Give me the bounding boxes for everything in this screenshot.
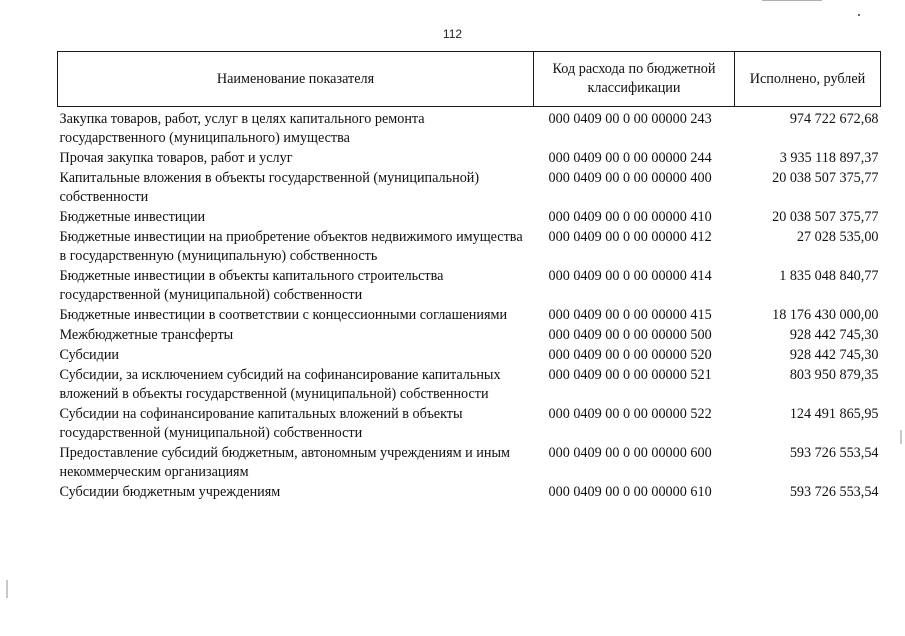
expense-code-cell: 000 0409 00 0 00 00000 243 [548,111,712,127]
table-row [58,326,881,346]
table-row [58,366,881,405]
indicator-name-cell: Закупка товаров, работ, услуг в целях капитального ремонта государственного (муниципального) имущества [59,111,425,146]
executed-amount-cell: 593 726 553,54 [789,445,879,461]
indicator-name-cell: Субсидии [59,347,120,363]
table-header [58,52,881,107]
executed-amount-cell: 124 491 865,95 [789,406,879,422]
scan-artifact [6,580,8,598]
expense-code-cell: 000 0409 00 0 00 00000 414 [548,268,712,284]
expense-code-cell: 000 0409 00 0 00 00000 520 [548,347,712,363]
indicator-name-cell: Бюджетные инвестиции на приобретение объектов недвижимого имущества в государственную (муниципальную) собственность [59,229,523,264]
scan-artifact [762,0,822,1]
table-header-row [58,52,881,107]
table-row [58,444,881,483]
indicator-name-cell: Межбюджетные трансферты [59,327,234,343]
expense-code-cell: 000 0409 00 0 00 00000 500 [548,327,712,343]
expense-code-cell: 000 0409 00 0 00 00000 244 [548,150,712,166]
table-row [58,483,881,503]
scan-artifact [858,14,860,16]
indicator-name-cell: Субсидии на софинансирование капитальных вложений в объекты государственной (муниципальной) собственности [59,406,463,441]
executed-amount-cell: 20 038 507 375,77 [772,170,879,186]
budget-execution-table [57,51,881,503]
indicator-name-cell: Предоставление субсидий бюджетным, автономным учреждениям и иным некоммерческим организациям [59,445,510,480]
expense-code-cell: 000 0409 00 0 00 00000 610 [548,484,712,500]
table-row [58,346,881,366]
table-row [58,208,881,228]
executed-amount-cell: 1 835 048 840,77 [779,268,879,284]
expense-code-cell: 000 0409 00 0 00 00000 522 [548,406,712,422]
executed-amount-cell: 18 176 430 000,00 [772,307,879,323]
page-number: 112 [442,27,463,41]
expense-code-cell: 000 0409 00 0 00 00000 410 [548,209,712,225]
executed-amount-cell: 27 028 535,00 [796,229,879,245]
table-row [58,405,881,444]
table-row [58,149,881,169]
executed-amount-cell: 803 950 879,35 [789,367,879,383]
indicator-name-cell: Субсидии, за исключением субсидий на софинансирование капитальных вложений в объекты государственной (муниципальной) собственности [59,367,501,402]
table-body [58,107,881,504]
indicator-name-cell: Капитальные вложения в объекты государственной (муниципальной) собственности [59,170,480,205]
header-expense-code: Код расхода по бюджетной классификации [534,52,735,107]
expense-code-cell: 000 0409 00 0 00 00000 400 [548,170,712,186]
executed-amount-cell: 20 038 507 375,77 [772,209,879,225]
table-row [58,306,881,326]
indicator-name-cell: Субсидии бюджетным учреждениям [59,484,281,500]
indicator-name-cell: Прочая закупка товаров, работ и услуг [59,150,293,166]
indicator-name-cell: Бюджетные инвестиции [59,209,206,225]
header-indicator-name: Наименование показателя [58,52,534,107]
table-row [58,228,881,267]
indicator-name-cell: Бюджетные инвестиции в объекты капитального строительства государственной (муниципальной) собственности [59,268,444,303]
executed-amount-cell: 593 726 553,54 [789,484,879,500]
indicator-name-cell: Бюджетные инвестиции в соответствии с концессионными соглашениями [59,307,508,323]
table-row [58,169,881,208]
executed-amount-cell: 974 722 672,68 [789,111,879,127]
expense-code-cell: 000 0409 00 0 00 00000 521 [548,367,712,383]
header-executed-amount: Исполнено, рублей [735,52,881,107]
expense-code-cell: 000 0409 00 0 00 00000 412 [548,229,712,245]
executed-amount-cell: 928 442 745,30 [789,327,879,343]
table-row [58,107,881,150]
expense-code-cell: 000 0409 00 0 00 00000 600 [548,445,712,461]
scan-artifact [900,430,902,444]
executed-amount-cell: 3 935 118 897,37 [779,150,879,166]
expense-code-cell: 000 0409 00 0 00 00000 415 [548,307,712,323]
table-row [58,267,881,306]
executed-amount-cell: 928 442 745,30 [789,347,879,363]
